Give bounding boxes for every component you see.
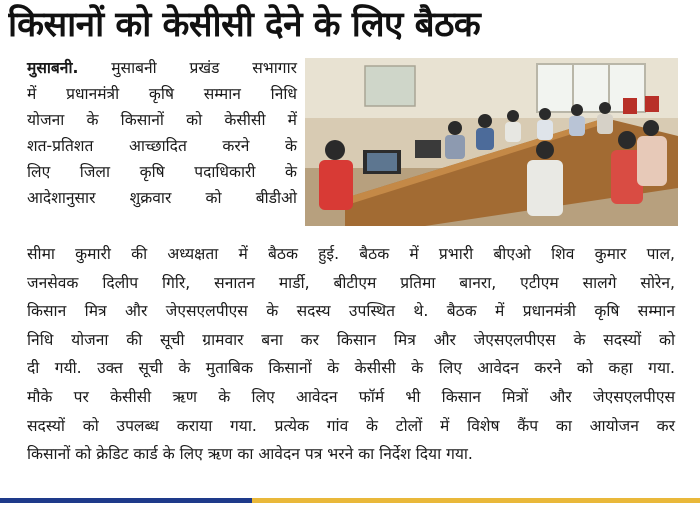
article-line: किसानों को क्रेडिट कार्ड के लिए ऋण का आवेदन पत्र भरने का निर्देश दिया गया.	[27, 445, 473, 464]
article-line: जनसेवक दिलीप गिरि, सनातन मार्डी, बीटीएम प्रतिमा बानरा, एटीएम सालगे सोरेन,	[27, 273, 675, 292]
article-line: आदेशानुसार शुक्रवार को बीडीओ	[27, 189, 297, 207]
meeting-photo	[305, 58, 678, 226]
article-full-text	[27, 240, 675, 469]
bottom-rule	[0, 498, 700, 503]
article-line: सीमा कुमारी की अध्यक्षता में बैठक हुई. बैठक में प्रभारी बीएओ शिव कुमार पाल,	[27, 245, 675, 263]
article-line: योजना के किसानों को केसीसी में	[27, 111, 297, 129]
dateline: मुसाबनी.	[27, 59, 79, 77]
article-line: दी गयी. उक्त सूची के मुताबिक किसानों के केसीसी के लिए आवेदन करने को कहा गया.	[27, 359, 675, 378]
article-column-text	[27, 55, 297, 211]
article-line-text: मुसाबनी प्रखंड सभागार	[78, 59, 297, 77]
article-line: किसान मित्र और जेएसएलपीएस के सदस्य उपस्थित थे. बैठक में प्रधानमंत्री कृषि सम्मान	[27, 302, 675, 321]
article-line: लिए जिला कृषि पदाधिकारी के	[27, 163, 297, 181]
article-line: में प्रधानमंत्री कृषि सम्मान निधि	[27, 85, 297, 103]
article-line	[27, 55, 297, 81]
headline: किसानों को केसीसी देने के लिए बैठक	[8, 5, 481, 45]
article-line: शत-प्रतिशत आच्छादित करने के	[27, 137, 297, 155]
article-line: निधि योजना की सूची ग्रामवार बना कर किसान मित्र और जेएसएलपीएस के सदस्यों को	[27, 330, 675, 349]
article-line: सदस्यों को उपलब्ध कराया गया. प्रत्येक गांव के टोलों में विशेष कैंप का आयोजन कर	[27, 416, 675, 435]
article-line: मौके पर केसीसी ऋण के लिए आवेदन फॉर्म भी किसान मित्रों और जेएसएलपीएस	[27, 387, 675, 406]
